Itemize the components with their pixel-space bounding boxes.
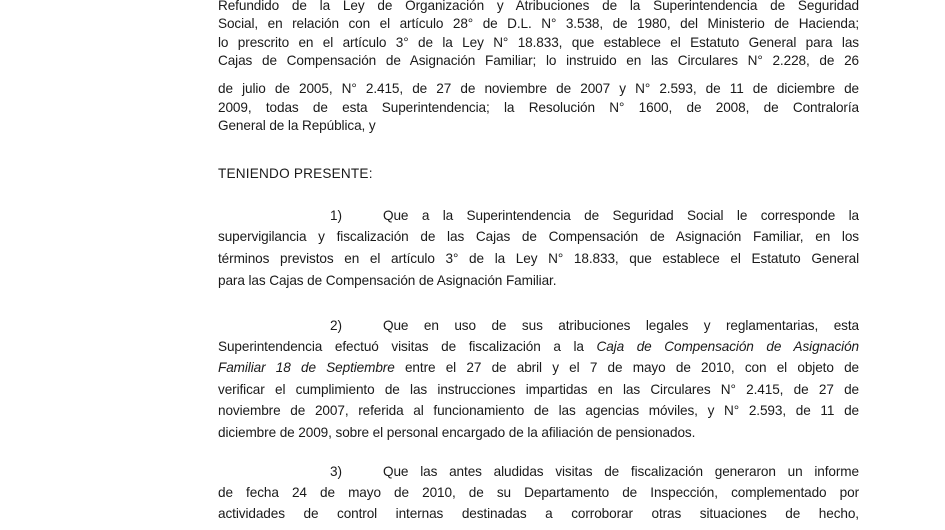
item-text: Que las antes aludidas visitas de fiscalización generaron un informe [383, 464, 859, 479]
item-line: de fecha 24 de mayo de 2010, de su Departamento de Inspección, complementado por [218, 485, 859, 500]
item-1-first-line [218, 207, 859, 225]
intro-line: Social, en relación con el artículo 28° de D.L. N° 3.538, de 1980, del Ministerio de Hacienda; [218, 16, 859, 31]
item-line [218, 338, 859, 356]
item-line: noviembre de 2007, referida al funcionamiento de las agencias móviles, y N° 2.593, de 11 de [218, 403, 859, 418]
item-text: Que en uso de sus atribuciones legales y reglamentarias, esta [383, 318, 859, 333]
intro-line: lo prescrito en el artículo 3° de la Ley N° 18.833, que establece el Estatuto General para las [218, 35, 859, 50]
italic-entity-name: Familiar 18 de Septiembre [218, 360, 395, 375]
intro-line: de julio de 2005, N° 2.415, de 27 de noviembre de 2007 y N° 2.593, de 11 de diciembre de [218, 81, 859, 96]
item-line [218, 359, 859, 377]
item-2-first-line [218, 317, 859, 335]
item-3-first-line [218, 463, 859, 481]
item-text: entre el 27 de abril y el 7 de mayo de 2010, con el objeto de [394, 360, 859, 375]
item-text: Que a la Superintendencia de Seguridad Social le corresponde la [383, 208, 859, 223]
intro-line: 2009, todas de esta Superintendencia; la Resolución N° 1600, de 2008, de Contraloría [218, 100, 859, 115]
item-line: diciembre de 2009, sobre el personal encargado de la afiliación de pensionados. [218, 425, 696, 440]
item-number: 3) [330, 464, 342, 479]
intro-line: Refundido de la Ley de Organización y Atribuciones de la Superintendencia de Seguridad [218, 0, 859, 13]
item-line: términos previstos en el artículo 3° de la Ley N° 18.833, que establece el Estatuto General [218, 251, 859, 266]
item-line: actividades de control internas destinadas a corroborar otras situaciones de hecho, [218, 506, 859, 521]
item-number: 2) [330, 318, 342, 333]
item-line: para las Cajas de Compensación de Asignación Familiar. [218, 273, 557, 288]
item-line: verificar el cumplimiento de las instrucciones impartidas en las Circulares N° 2.415, de 27 de [218, 382, 859, 397]
intro-line: Cajas de Compensación de Asignación Familiar; lo instruido en las Circulares N° 2.228, de 26 [218, 53, 859, 68]
intro-line: General de la República, y [218, 118, 376, 133]
italic-entity-name: Caja de Compensación de Asignación [596, 339, 859, 354]
section-heading: TENIENDO PRESENTE: [218, 166, 373, 181]
item-number: 1) [330, 208, 342, 223]
item-text: Superintendencia efectuó visitas de fiscalización a la [218, 339, 597, 354]
item-line: supervigilancia y fiscalización de las Cajas de Compensación de Asignación Familiar, en los [218, 229, 859, 244]
